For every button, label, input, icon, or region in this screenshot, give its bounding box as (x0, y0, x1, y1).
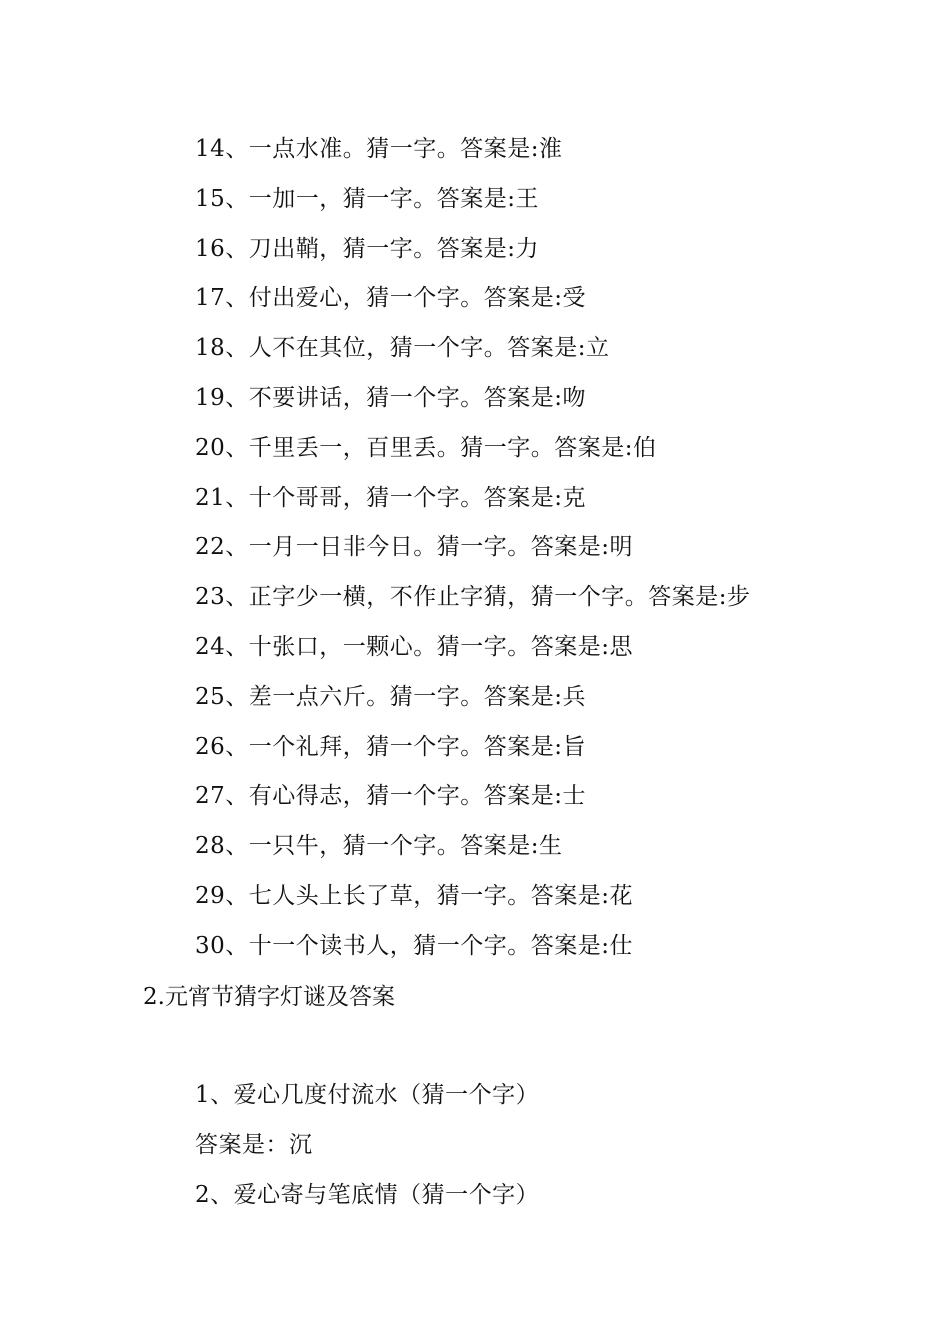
riddle-item: 19、不要讲话，猜一个字。答案是:吻 (195, 384, 587, 411)
riddle-list (195, 132, 751, 979)
riddle-item: 22、一月一日非今日。猜一字。答案是:明 (195, 534, 634, 561)
section-heading: 2.元宵节猜字灯谜及答案 (143, 984, 395, 1010)
riddle-item: 2、爱心寄与笔底情（猜一个字） (195, 1181, 540, 1208)
riddle-item: 30、十一个读书人，猜一个字。答案是:仕 (195, 932, 634, 959)
riddle-item: 18、人不在其位，猜一个字。答案是:立 (195, 335, 610, 362)
riddle-item: 27、有心得志，猜一个字。答案是:士 (195, 783, 587, 810)
riddle-item: 26、一个礼拜，猜一个字。答案是:旨 (195, 733, 587, 760)
riddle-item: 20、千里丢一，百里丢。猜一字。答案是:伯 (195, 434, 657, 461)
riddle-item: 24、十张口，一颗心。猜一字。答案是:思 (195, 633, 634, 660)
riddle-item: 17、付出爱心，猜一个字。答案是:受 (195, 285, 587, 312)
riddle-item: 16、刀出鞘，猜一字。答案是:力 (195, 235, 540, 262)
riddle-item: 14、一点水准。猜一字。答案是:淮 (195, 136, 563, 162)
riddle-item: 28、一只牛，猜一个字。答案是:生 (195, 833, 563, 860)
riddle-item: 1、爱心几度付流水（猜一个字） (195, 1082, 540, 1108)
riddle-item: 29、七人头上长了草，猜一字。答案是:花 (195, 882, 634, 909)
riddle-item: 25、差一点六斤。猜一字。答案是:兵 (195, 683, 587, 710)
riddle-item: 23、正字少一横，不作止字猜，猜一个字。答案是:步 (195, 584, 751, 611)
riddle-item: 21、十个哥哥，猜一个字。答案是:克 (195, 484, 587, 511)
riddle-item: 15、一加一，猜一字。答案是:王 (195, 185, 540, 212)
riddle-answer: 答案是：沉 (195, 1131, 313, 1158)
section-riddle-list (195, 1078, 539, 1227)
